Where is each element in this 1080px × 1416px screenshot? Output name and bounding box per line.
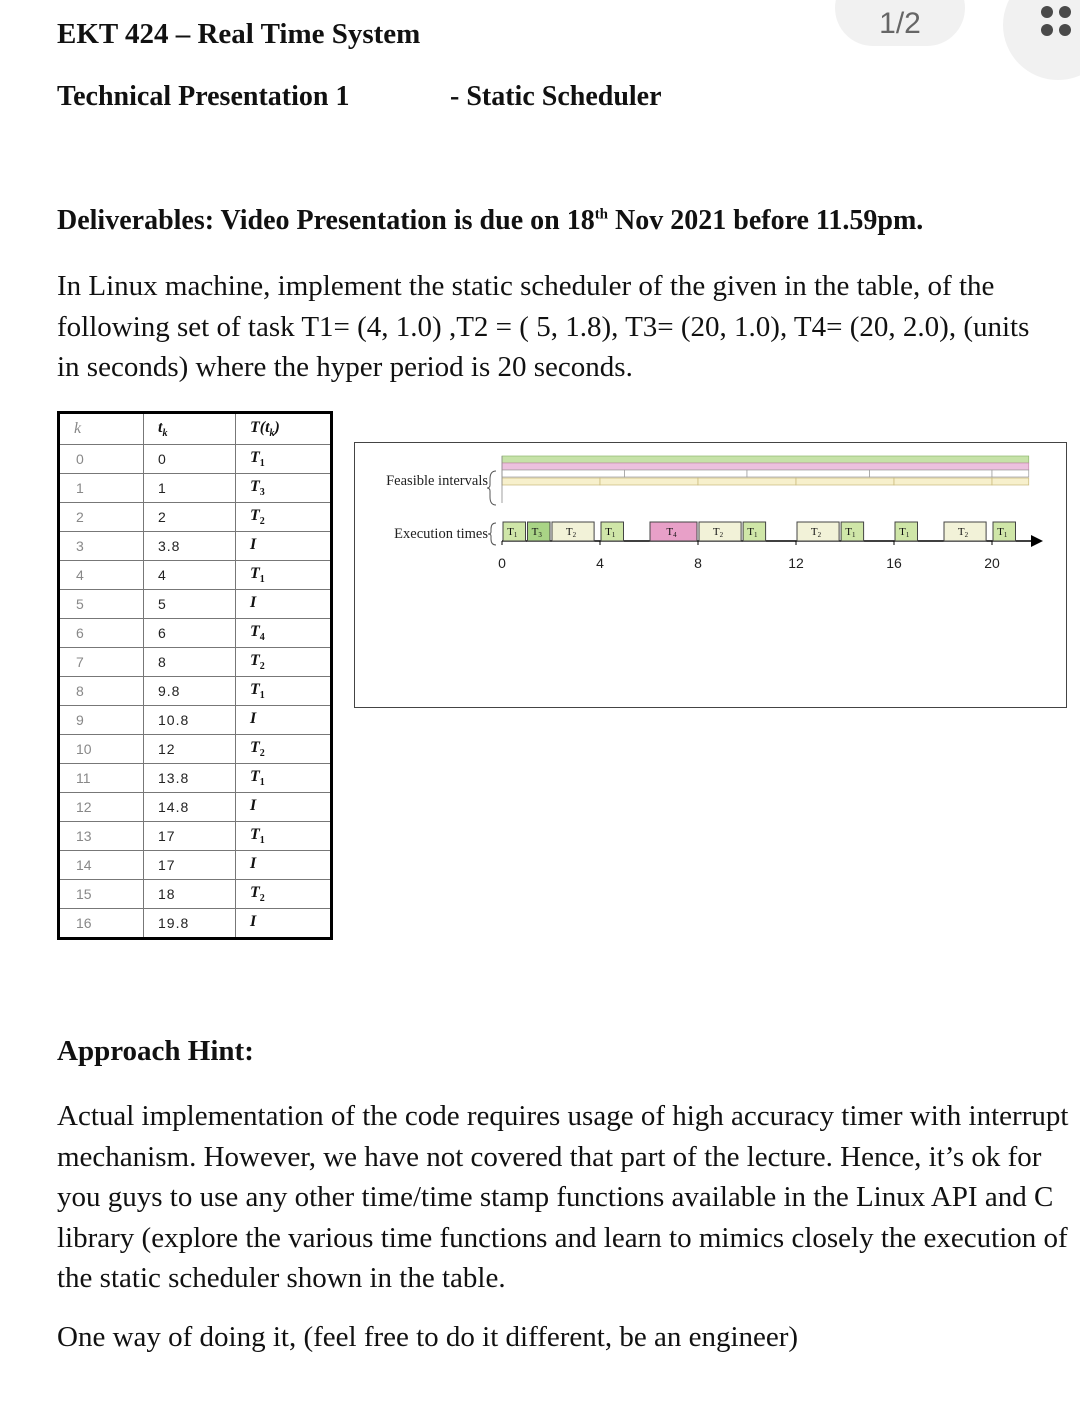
cell-k: 9 — [59, 706, 144, 735]
feasible-bar-t2 — [870, 470, 993, 477]
table-row — [59, 677, 332, 706]
cell-time: 5 — [144, 590, 236, 619]
execution-block-label: T1 — [605, 526, 616, 539]
table-row — [59, 474, 332, 503]
cell-k: 4 — [59, 561, 144, 590]
schedule-figure — [354, 442, 1067, 708]
cell-time: 9.8 — [144, 677, 236, 706]
execution-block-label: T3 — [531, 526, 542, 539]
cell-k: 7 — [59, 648, 144, 677]
cell-k: 6 — [59, 619, 144, 648]
closing-line: One way of doing it, (feel free to do it different, be an engineer) — [57, 1321, 799, 1353]
feasible-bar-t1 — [698, 478, 796, 485]
feasible-bar-t4 — [502, 456, 1029, 463]
cell-task: $T_2$ — [236, 735, 332, 764]
cell-task: $T_1$ — [236, 677, 332, 706]
header-tk: $t_k$ — [144, 413, 236, 445]
cell-task: I — [236, 706, 332, 735]
cell-k: 14 — [59, 851, 144, 880]
cell-task: $T_4$ — [236, 619, 332, 648]
deliverables-line — [57, 205, 923, 237]
hint-paragraph: Actual implementation of the code requires usage of high accuracy timer with interrupt mechanism. However, we have not covered that part of the lecture. Hence, it’s ok for you guys to use any other time/time stamp functions available in the Linux API and C library (explore the various time functions and learn to mimics closely the execution of the static scheduler shown in the table. — [57, 1100, 1069, 1294]
cell-task: I — [236, 909, 332, 939]
axis-tick-label: 12 — [788, 555, 804, 571]
cell-task: $T_2$ — [236, 503, 332, 532]
table-row — [59, 735, 332, 764]
table-row — [59, 619, 332, 648]
cell-time: 19.8 — [144, 909, 236, 939]
execution-times-label: Execution times — [394, 526, 488, 542]
table-header-row — [59, 413, 332, 445]
deliverables-text-end: Nov 2021 before 11.59pm. — [608, 205, 924, 236]
feasible-bar-t1 — [600, 478, 698, 485]
cell-k: 12 — [59, 793, 144, 822]
cell-k: 3 — [59, 532, 144, 561]
page-indicator: 1/2 — [835, 0, 965, 46]
cell-task: I — [236, 532, 332, 561]
axis-tick-label: 4 — [596, 555, 604, 571]
cell-time: 6 — [144, 619, 236, 648]
feasible-brace — [487, 471, 496, 505]
axis-tick-label: 0 — [498, 555, 506, 571]
table-row — [59, 764, 332, 793]
table-row — [59, 445, 332, 474]
axis-tick-label: 8 — [694, 555, 702, 571]
table-row — [59, 532, 332, 561]
cell-time: 4 — [144, 561, 236, 590]
table-row — [59, 851, 332, 880]
feasible-bar-t1 — [796, 478, 894, 485]
header-k: k — [59, 413, 144, 445]
cell-task: $T_3$ — [236, 474, 332, 503]
cell-k: 16 — [59, 909, 144, 939]
cell-task: I — [236, 590, 332, 619]
cell-time: 14.8 — [144, 793, 236, 822]
table-row — [59, 503, 332, 532]
cell-task: $T_1$ — [236, 822, 332, 851]
cell-time: 17 — [144, 851, 236, 880]
feasible-bar-t1 — [894, 478, 992, 485]
feasible-bar-t1 — [992, 478, 1029, 485]
cell-k: 11 — [59, 764, 144, 793]
feasible-bar-t3 — [502, 463, 1029, 470]
cell-k: 5 — [59, 590, 144, 619]
table-row — [59, 880, 332, 909]
cell-time: 12 — [144, 735, 236, 764]
table-row — [59, 561, 332, 590]
cell-time: 8 — [144, 648, 236, 677]
cell-k: 0 — [59, 445, 144, 474]
execution-block-label: T1 — [899, 526, 910, 539]
cell-time: 1 — [144, 474, 236, 503]
cell-task: $T_1$ — [236, 561, 332, 590]
table-row — [59, 590, 332, 619]
cell-k: 15 — [59, 880, 144, 909]
schedule-diagram — [355, 443, 1068, 709]
cell-time: 2 — [144, 503, 236, 532]
more-options-button[interactable] — [1003, 0, 1080, 80]
deliverables-text: Deliverables: Video Presentation is due on 18 — [57, 205, 595, 236]
execution-block-label: T4 — [666, 526, 677, 539]
feasible-bar-t2 — [992, 470, 1029, 477]
cell-time: 13.8 — [144, 764, 236, 793]
feasible-bar-t1 — [502, 478, 600, 485]
cell-task: I — [236, 851, 332, 880]
table-row — [59, 706, 332, 735]
feasible-bar-t2 — [747, 470, 870, 477]
cell-k: 2 — [59, 503, 144, 532]
axis-tick-label: 16 — [886, 555, 902, 571]
cell-task: $T_2$ — [236, 648, 332, 677]
document-title: EKT 424 – Real Time System — [57, 18, 421, 50]
execution-block-label: T2 — [565, 526, 577, 539]
schedule-table — [57, 411, 333, 940]
cell-time: 17 — [144, 822, 236, 851]
presentation-label: Technical Presentation 1 — [57, 81, 350, 112]
execution-brace — [488, 523, 496, 545]
execution-block-label: T2 — [957, 526, 969, 539]
cell-k: 13 — [59, 822, 144, 851]
axis-tick-label: 20 — [984, 555, 1000, 571]
feasible-intervals-label: Feasible intervals — [386, 473, 488, 489]
feasible-bar-t2 — [625, 470, 748, 477]
deliverables-sup: th — [594, 206, 609, 223]
execution-block-label: T1 — [845, 526, 856, 539]
table-row — [59, 822, 332, 851]
cell-time: 18 — [144, 880, 236, 909]
cell-time: 10.8 — [144, 706, 236, 735]
cell-task: $T_2$ — [236, 880, 332, 909]
cell-task: $T_1$ — [236, 445, 332, 474]
intro-paragraph: In Linux machine, implement the static scheduler of the given in the table, of the following set of task T1= (4, 1.0) ,T2 = ( 5, 1.8), T3= (20, 1.0), T4= (20, 2.0), (units in seconds) where the hyper period is 20 seconds. — [57, 270, 1030, 383]
header-task: $T(t_k)$ — [236, 413, 332, 445]
cell-time: 0 — [144, 445, 236, 474]
execution-block-label: T1 — [507, 526, 518, 539]
cell-time: 3.8 — [144, 532, 236, 561]
table-row — [59, 793, 332, 822]
cell-k: 10 — [59, 735, 144, 764]
hint-title: Approach Hint: — [57, 1035, 254, 1067]
execution-block-label: T2 — [810, 526, 822, 539]
execution-block-label: T2 — [712, 526, 724, 539]
table-body — [59, 445, 332, 939]
cell-task: $T_1$ — [236, 764, 332, 793]
feasible-bar-t2 — [502, 470, 625, 477]
table-row — [59, 648, 332, 677]
execution-block-label: T1 — [747, 526, 758, 539]
execution-block-label: T1 — [997, 526, 1008, 539]
cell-k: 1 — [59, 474, 144, 503]
table-row — [59, 909, 332, 939]
presentation-topic: - Static Scheduler — [450, 81, 662, 112]
cell-k: 8 — [59, 677, 144, 706]
axis-arrow — [1031, 535, 1043, 547]
cell-task: I — [236, 793, 332, 822]
